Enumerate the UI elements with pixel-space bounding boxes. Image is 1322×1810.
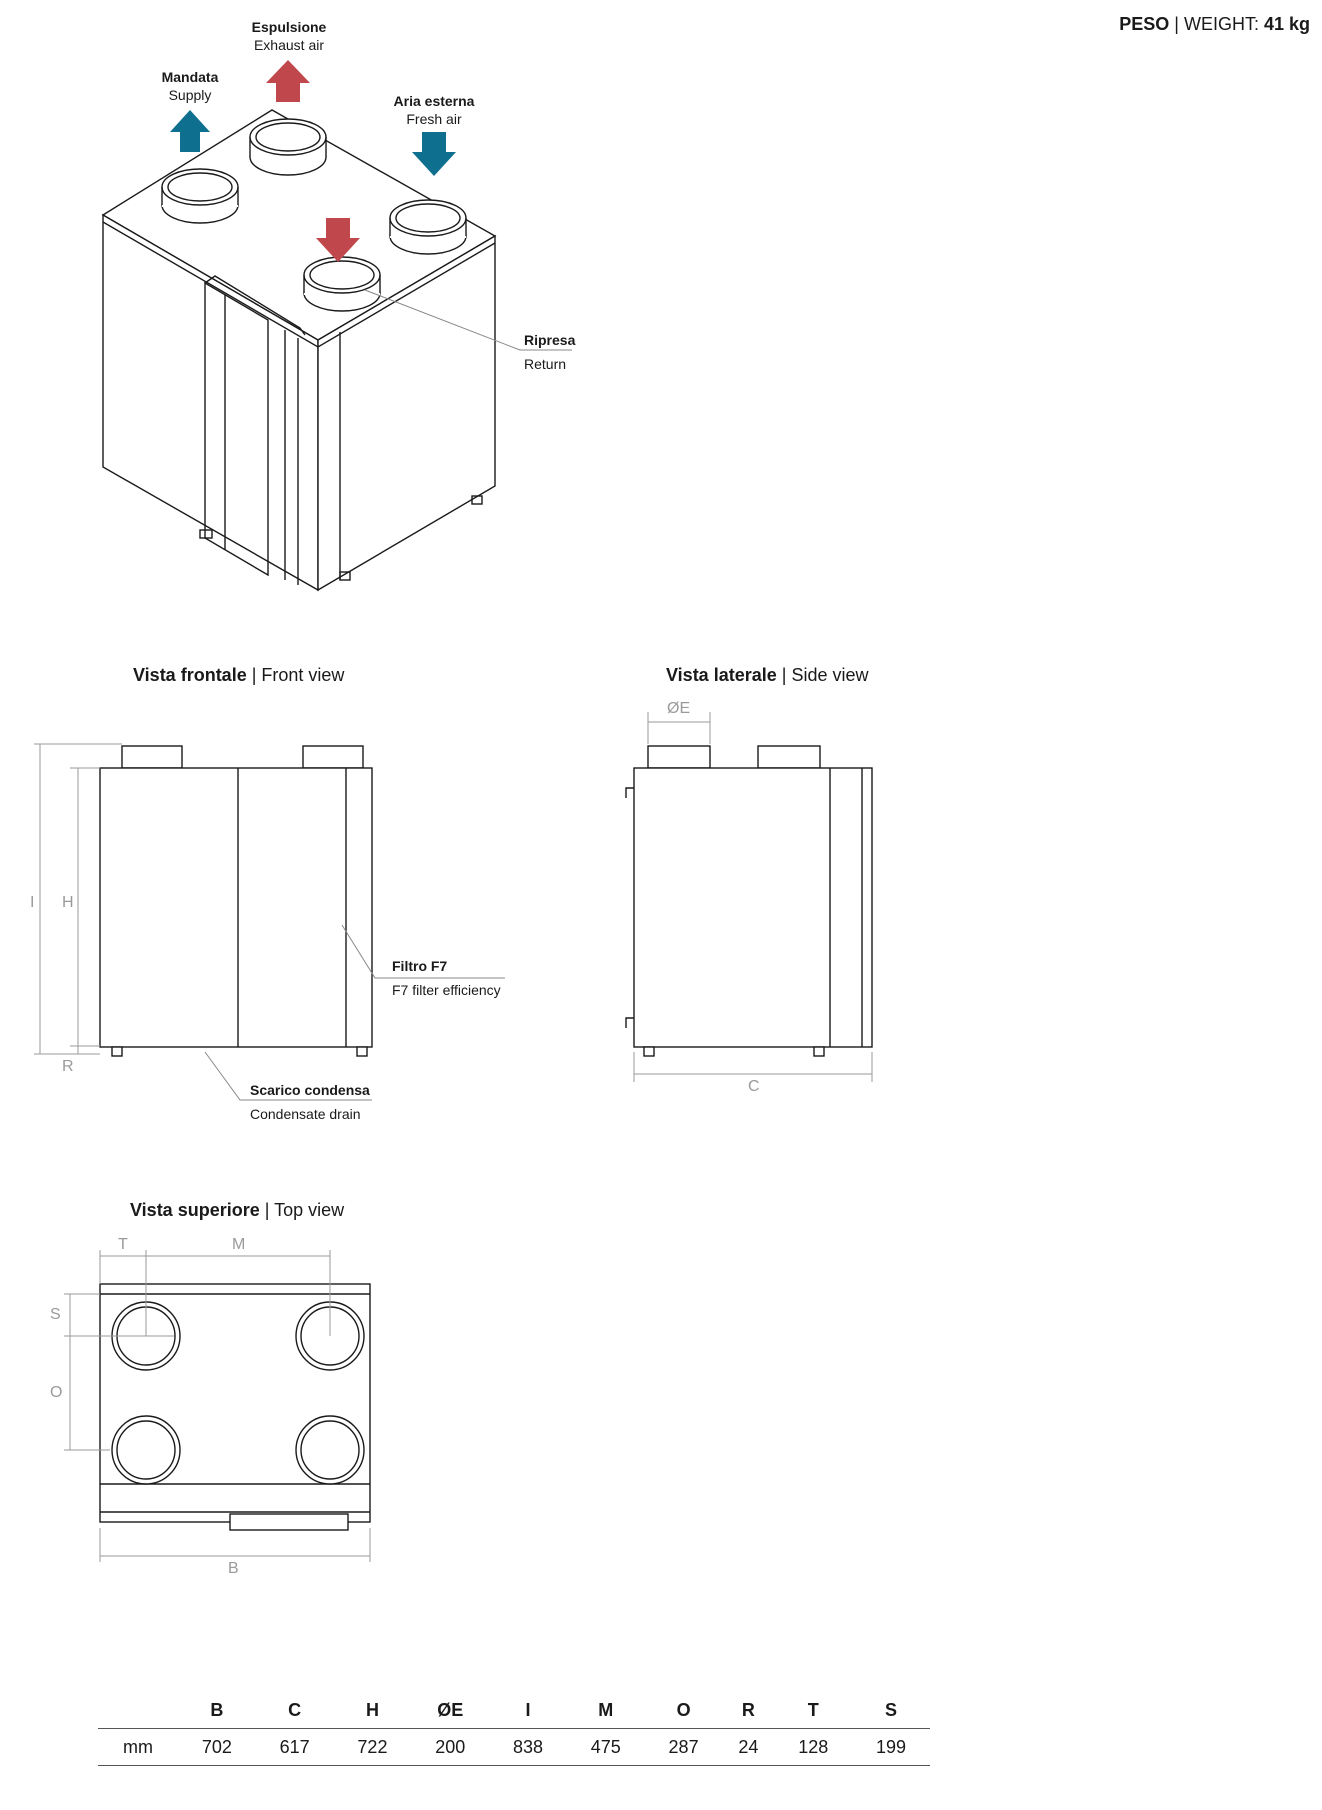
table-header-cell: I [489, 1692, 567, 1729]
table-cell: 200 [411, 1729, 489, 1766]
table-header-cell: H [334, 1692, 412, 1729]
front-view-title-en: Front view [261, 665, 345, 685]
table-cell: 475 [567, 1729, 645, 1766]
dimensions-table-header-row [98, 1692, 930, 1729]
dimension-h-label: H [62, 894, 74, 911]
table-cell: 722 [334, 1729, 412, 1766]
dimension-b-label: B [228, 1560, 239, 1577]
weight-label-en: WEIGHT: [1183, 14, 1264, 34]
side-view-title-sep: | [776, 665, 792, 685]
dimensions-table [98, 1692, 930, 1766]
dimension-r-label: R [62, 1058, 74, 1075]
top-view-title-sep: | [259, 1200, 275, 1220]
dimension-i-label: I [30, 894, 35, 911]
table-cell: 199 [852, 1729, 930, 1766]
table-header-cell: C [256, 1692, 334, 1729]
table-row [98, 1729, 930, 1766]
dimension-e-label: ØE [667, 700, 691, 717]
top-view-title-en: Top view [274, 1200, 345, 1220]
table-cell-unit: mm [98, 1729, 178, 1766]
table-cell: 838 [489, 1729, 567, 1766]
weight-label-it: PESO [1119, 14, 1170, 34]
side-view-title-en: Side view [791, 665, 869, 685]
drain-label-en: Condensate drain [250, 1106, 361, 1122]
weight-value: 41 kg [1263, 14, 1310, 34]
supply-label-it: Mandata [161, 69, 219, 85]
dimension-t-label: T [118, 1236, 128, 1253]
table-header-cell: R [722, 1692, 774, 1729]
table-header-cell: M [567, 1692, 645, 1729]
table-header-cell [98, 1692, 178, 1729]
return-label-it: Ripresa [524, 332, 576, 348]
front-view-title-it: Vista frontale [133, 665, 247, 685]
table-header-cell: O [645, 1692, 723, 1729]
table-header-cell: B [178, 1692, 256, 1729]
table-header-cell: S [852, 1692, 930, 1729]
table-header-cell: ØE [411, 1692, 489, 1729]
table-cell: 24 [722, 1729, 774, 1766]
drain-label-it: Scarico condensa [250, 1082, 370, 1098]
weight-separator: | [1169, 14, 1184, 34]
supply-label-en: Supply [168, 87, 212, 103]
exhaust-label-en: Exhaust air [253, 37, 325, 53]
filter-label-it: Filtro F7 [392, 958, 448, 974]
dimension-o-label: O [50, 1384, 63, 1401]
table-header-cell: T [774, 1692, 852, 1729]
dimension-s-label: S [50, 1306, 61, 1323]
exhaust-label-it: Espulsione [251, 19, 327, 35]
return-label-en: Return [524, 356, 567, 372]
table-cell: 128 [774, 1729, 852, 1766]
fresh-air-label-en: Fresh air [406, 111, 462, 127]
side-view-title-it: Vista laterale [666, 665, 777, 685]
table-cell: 702 [178, 1729, 256, 1766]
dimension-m-label: M [232, 1236, 246, 1253]
front-view-title-sep: | [246, 665, 262, 685]
table-cell: 617 [256, 1729, 334, 1766]
fresh-air-label-it: Aria esterna [393, 93, 475, 109]
dimension-c-label: C [748, 1078, 760, 1095]
top-view-title-it: Vista superiore [130, 1200, 260, 1220]
table-cell: 287 [645, 1729, 723, 1766]
filter-label-en: F7 filter efficiency [392, 982, 501, 998]
